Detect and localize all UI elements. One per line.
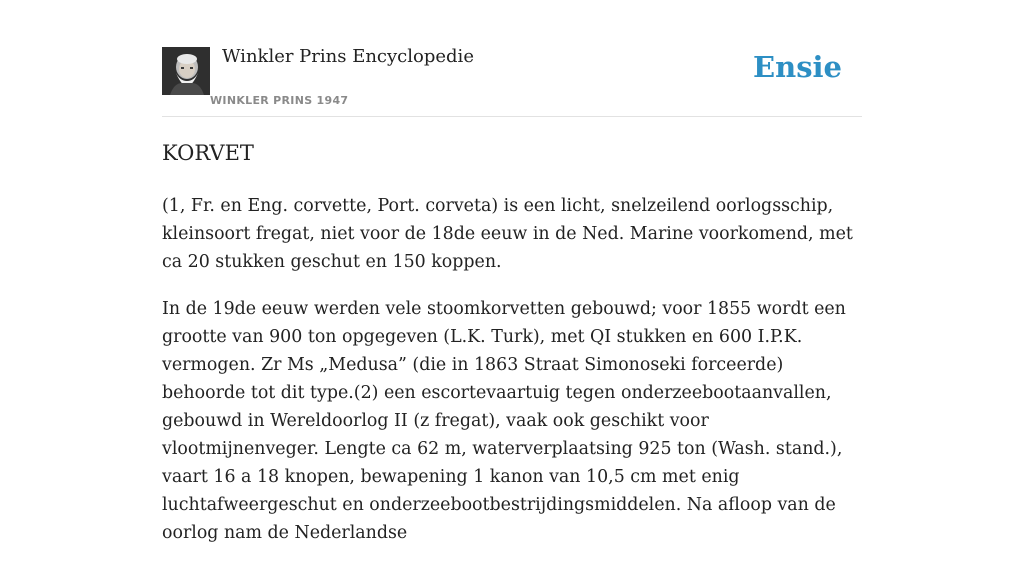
article-paragraph: In de 19de eeuw werden vele stoomkorvetten gebouwd; voor 1855 wordt een grootte van 900 ton opgegeven (L.K. Turk), met QI stukken en 600 I.P.K. vermogen. Zr Ms „Medusa” (die in 1863 Straat Simonoseki forceerde) behoorde tot dit type.(2) een escortevaartuig tegen onderzeebootaanvallen, gebouwd in Wereldoorlog II (z fregat), vaak ook geschikt voor vlootmijnenveger. Lengte ca 62 m, waterverplaatsing 925 ton (Wash. stand.), vaart 16 a 18 knopen, bewapening 1 kanon van 10,5 cm met enig luchtafweergeschut en onderzeebootbestrijdingsmiddelen. Na afloop van de oorlog nam de Nederlandse [162, 299, 846, 543]
brand-logo[interactable]: Ensie [753, 50, 842, 84]
article-body [162, 192, 862, 566]
portrait-icon [162, 47, 210, 95]
article-paragraph: (1, Fr. en Eng. corvette, Port. corveta) is een licht, snelzeilend oorlogsschip, kleinsoort fregat, niet voor de 18de eeuw in de Ned. Marine voorkomend, met ca 20 stukken geschut en 150 koppen. [162, 196, 853, 272]
site-name[interactable]: Winkler Prins Encyclopedie [222, 46, 474, 67]
article-title: KORVET [162, 141, 254, 165]
avatar[interactable] [162, 47, 210, 95]
source-label[interactable]: WINKLER PRINS 1947 [210, 94, 349, 107]
site-header [162, 0, 862, 117]
